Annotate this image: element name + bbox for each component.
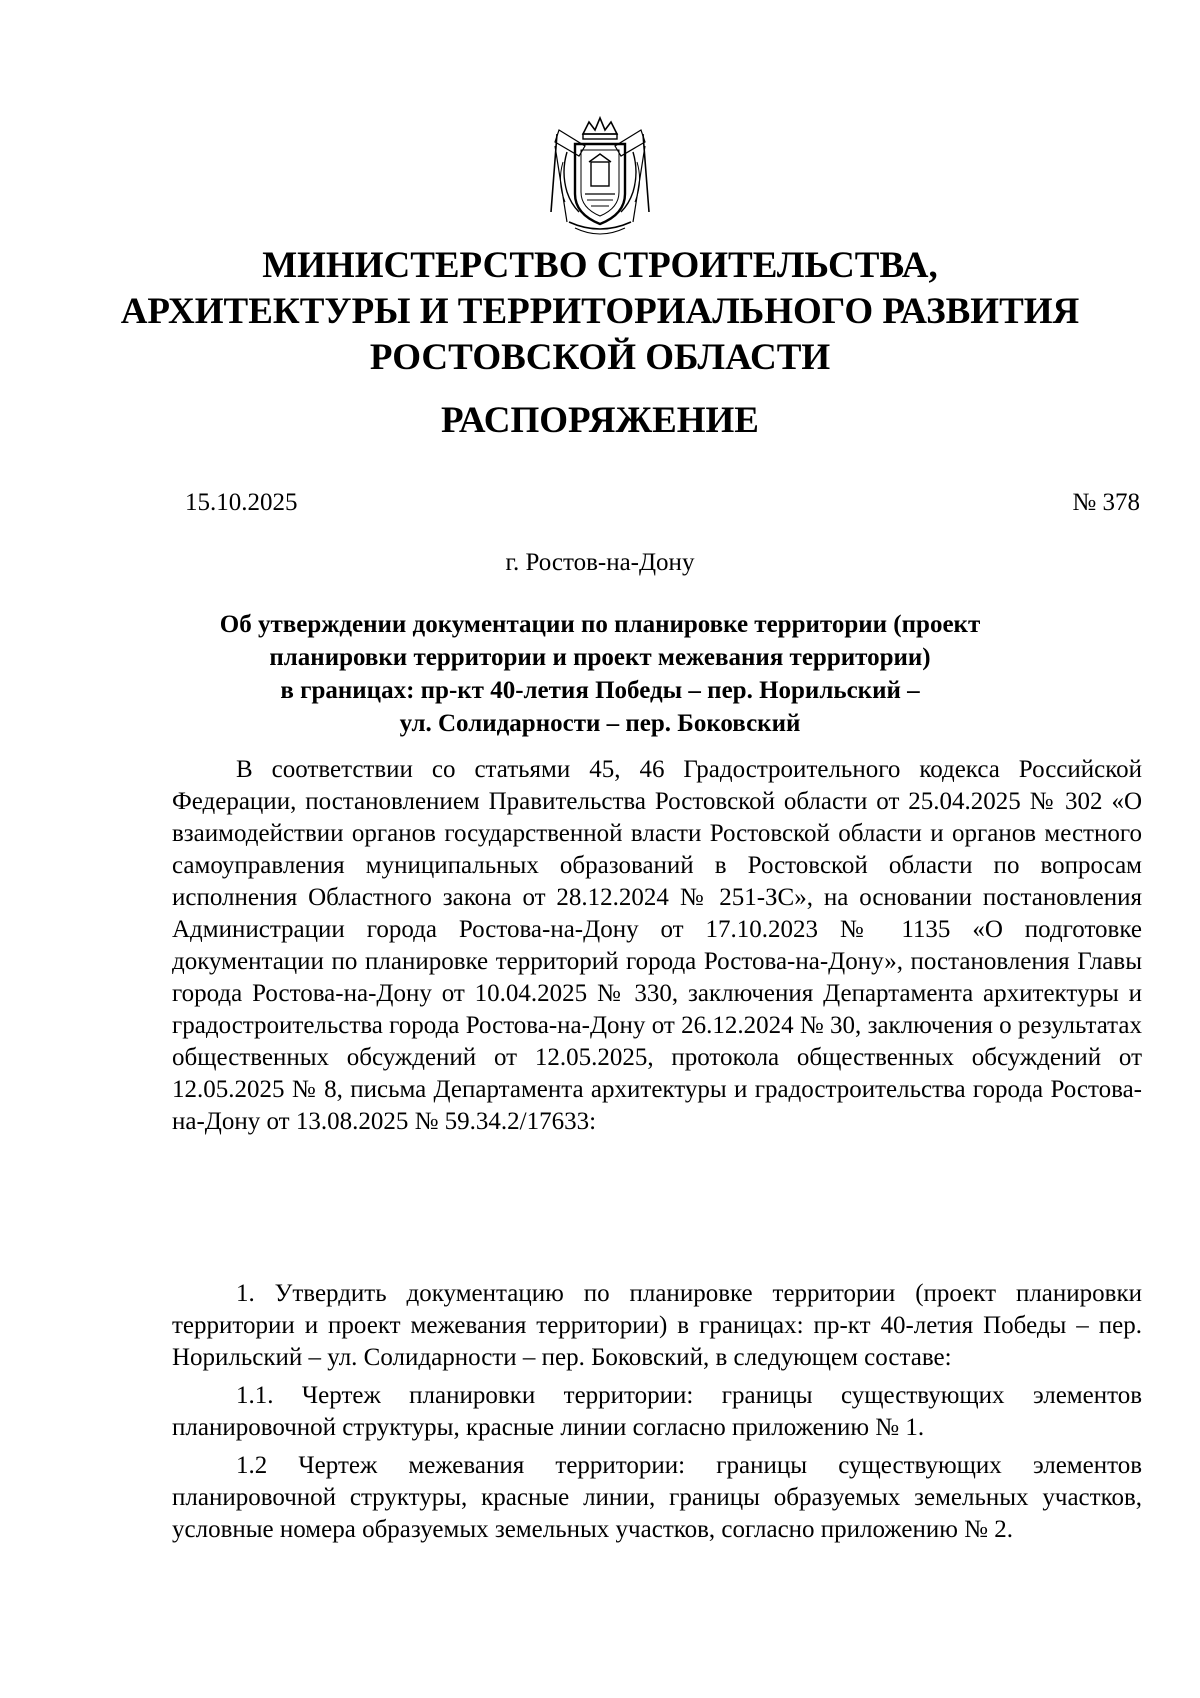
coat-of-arms-icon bbox=[545, 112, 655, 242]
order-item-1: 1. Утвердить документацию по планировке территории (проект планировки территории и проект межевания территории) в границах: пр-кт 40-летия Победы – пер. Норильский – ул. Солидарности – пер. Боковский, в следующем составе: bbox=[172, 1280, 1142, 1371]
ministry-name-line-3: РОСТОВСКОЙ ОБЛАСТИ bbox=[369, 337, 831, 378]
ministry-name-line-2: АРХИТЕКТУРЫ И ТЕРРИТОРИАЛЬНОГО РАЗВИТИЯ bbox=[120, 291, 1080, 332]
subject-line-4: ул. Солидарности – пер. Боковский bbox=[399, 710, 801, 737]
ministry-name-line-1: МИНИСТЕРСТВО СТРОИТЕЛЬСТВА, bbox=[262, 245, 938, 286]
subject-line-1: Об утверждении документации по планировке территории (проект bbox=[219, 611, 981, 638]
order-items bbox=[172, 1278, 1142, 1552]
subject-line-2: планировки территории и проект межевания территории) bbox=[269, 644, 931, 671]
ministry-name bbox=[0, 243, 1200, 381]
document-subject bbox=[150, 608, 1050, 740]
document-date: 15.10.2025 bbox=[185, 489, 298, 516]
preamble-paragraph: В соответствии со статьями 45, 46 Градостроительного кодекса Российской Федерации, постановлением Правительства Ростовской области от 25.04.2025 № 302 «О взаимодействии органов государственной власти Ростовской области и органов местного самоуправления муниципальных образований в Ростовской области по вопросам исполнения Областного закона от 28.12.2024 № 251-ЗС», на основании постановления Администрации города Ростова-на-Дону от 17.10.2023 № 1135 «О подготовке документации по планировке территорий города Ростова-на-Дону», постановления Главы города Ростова-на-Дону от 10.04.2025 № 330, заключения Департамента архитектуры и градостроительства города Ростова-на-Дону от 26.12.2024 № 30, заключения о результатах общественных обсуждений от 12.05.2025, протокола общественных обсуждений от 12.05.2025 № 8, письма Департамента архитектуры и градостроительства города Ростова-на-Дону от 13.08.2025 № 59.34.2/17633: bbox=[172, 756, 1142, 1135]
order-item-1-1: 1.1. Чертеж планировки территории: границы существующих элементов планировочной структуры, красные линии согласно приложению № 1. bbox=[172, 1382, 1142, 1441]
document-number: № 378 bbox=[1072, 489, 1140, 516]
subject-line-3: в границах: пр-кт 40-летия Победы – пер. Норильский – bbox=[280, 677, 920, 704]
document-type-heading: РАСПОРЯЖЕНИЕ bbox=[440, 400, 759, 441]
order-item-1-2: 1.2 Чертеж межевания территории: границы существующих элементов планировочной структуры, красные линии, границы образуемых земельных участков, условные номера образуемых земельных участков, согласно приложению № 2. bbox=[172, 1452, 1142, 1543]
document-city: г. Ростов-на-Дону bbox=[505, 549, 695, 576]
preamble-block bbox=[172, 754, 1142, 1138]
